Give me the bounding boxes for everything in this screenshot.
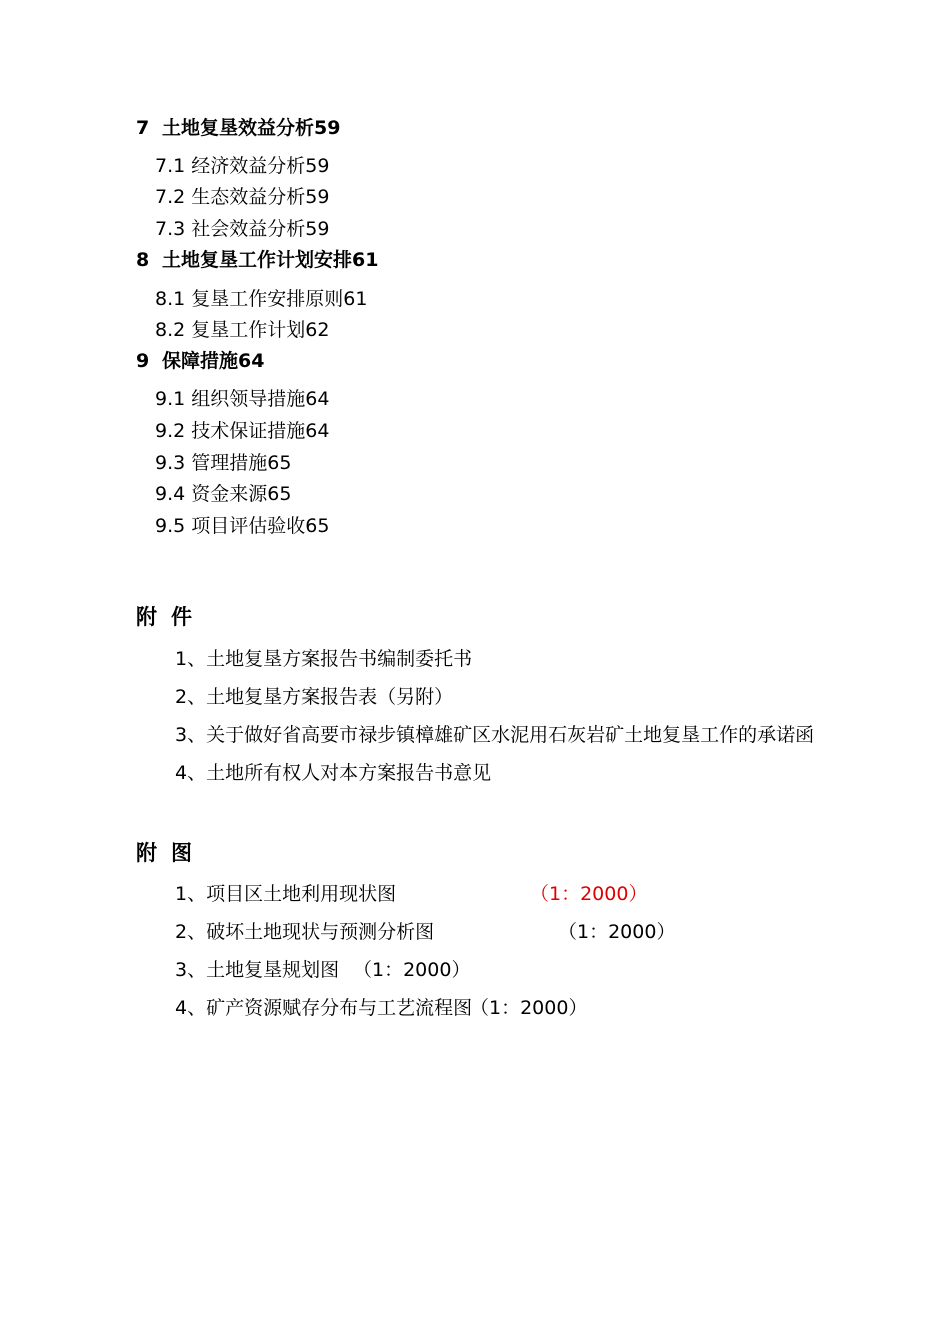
toc-chapter-8[interactable] — [136, 248, 378, 272]
toc-section-7-1[interactable] — [155, 154, 329, 178]
toc-section-8-1[interactable] — [155, 287, 367, 311]
toc-number: 9 — [136, 350, 150, 372]
toc-number: 9.5 — [155, 515, 186, 537]
toc-page: 64 — [305, 388, 330, 410]
attachments-heading: 附件 — [136, 605, 206, 629]
attachment-item-3: 3、关于做好省高要市禄步镇樟雄矿区水泥用石灰岩矿土地复垦工作的承诺函 — [175, 724, 815, 746]
figure-item-2-scale: （1：2000） — [558, 921, 676, 943]
toc-title: 土地复垦工作计划安排 — [162, 249, 353, 271]
toc-section-7-2[interactable] — [155, 185, 329, 209]
toc-number: 7 — [136, 117, 150, 139]
toc-title: 组织领导措施 — [191, 388, 306, 410]
figure-item-3-scale: （1：2000） — [353, 959, 471, 981]
toc-section-9-3[interactable] — [155, 451, 291, 475]
toc-chapter-9[interactable] — [136, 349, 264, 373]
toc-page: 65 — [267, 452, 292, 474]
toc-number: 7.2 — [155, 186, 186, 208]
toc-section-8-2[interactable] — [155, 318, 329, 342]
figure-item-4-label: 4、矿产资源赋存分布与工艺流程图 — [175, 997, 473, 1019]
toc-number: 9.3 — [155, 452, 186, 474]
toc-section-9-4[interactable] — [155, 482, 291, 506]
toc-title: 生态效益分析 — [191, 186, 306, 208]
toc-page: 65 — [267, 483, 292, 505]
toc-title: 技术保证措施 — [191, 420, 306, 442]
toc-number: 8.1 — [155, 288, 186, 310]
toc-number: 9.1 — [155, 388, 186, 410]
toc-section-7-3[interactable] — [155, 217, 329, 241]
attachment-item-1: 1、土地复垦方案报告书编制委托书 — [175, 648, 473, 670]
toc-number: 9.2 — [155, 420, 186, 442]
toc-page: 59 — [305, 186, 330, 208]
attachment-item-4: 4、土地所有权人对本方案报告书意见 — [175, 762, 492, 784]
toc-number: 8 — [136, 249, 150, 271]
toc-number: 7.1 — [155, 155, 186, 177]
toc-title: 复垦工作安排原则 — [191, 288, 344, 310]
toc-section-9-2[interactable] — [155, 419, 329, 443]
toc-chapter-7[interactable] — [136, 116, 340, 140]
figures-heading: 附图 — [136, 841, 206, 865]
toc-page: 59 — [314, 117, 341, 139]
toc-section-9-1[interactable] — [155, 387, 329, 411]
toc-title: 资金来源 — [191, 483, 268, 505]
figure-item-1-label: 1、项目区土地利用现状图 — [175, 883, 397, 905]
figure-item-4-scale: （1：2000） — [470, 997, 588, 1019]
toc-page: 61 — [343, 288, 368, 310]
toc-page: 59 — [305, 218, 330, 240]
toc-title: 社会效益分析 — [191, 218, 306, 240]
toc-page: 64 — [305, 420, 330, 442]
toc-page: 65 — [305, 515, 330, 537]
toc-section-9-5[interactable] — [155, 514, 329, 538]
toc-page: 61 — [352, 249, 379, 271]
toc-title: 管理措施 — [191, 452, 268, 474]
figure-item-1-scale: （1：2000） — [530, 883, 648, 905]
toc-page: 59 — [305, 155, 330, 177]
toc-title: 项目评估验收 — [191, 515, 306, 537]
attachment-item-2: 2、土地复垦方案报告表（另附） — [175, 686, 454, 708]
toc-title: 复垦工作计划 — [191, 319, 306, 341]
figure-item-2-label: 2、破坏土地现状与预测分析图 — [175, 921, 435, 943]
toc-page: 62 — [305, 319, 330, 341]
figure-item-3-label: 3、土地复垦规划图 — [175, 959, 340, 981]
toc-number: 7.3 — [155, 218, 186, 240]
toc-title: 保障措施 — [162, 350, 239, 372]
toc-number: 9.4 — [155, 483, 186, 505]
toc-number: 8.2 — [155, 319, 186, 341]
toc-title: 土地复垦效益分析 — [162, 117, 315, 139]
toc-title: 经济效益分析 — [191, 155, 306, 177]
toc-page: 64 — [238, 350, 265, 372]
